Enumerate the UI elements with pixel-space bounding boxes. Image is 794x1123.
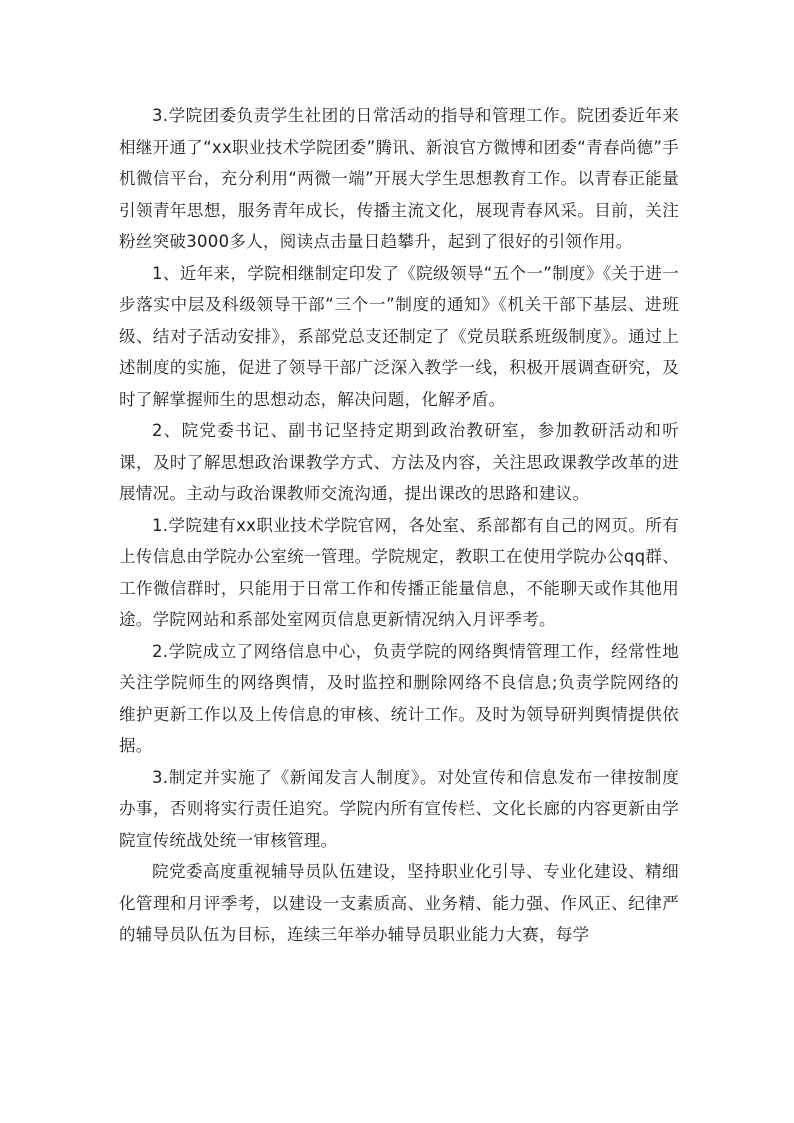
- document-body: [119, 100, 679, 951]
- paragraph-official-website: 1.学院建有xx职业技术学院官网，各处室、系部都有自己的网页。所有上传信息由学院办公室统一管理。学院规定，教职工在使用学院办公qq群、工作微信群时，只能用于日常工作和传播正能量信息，不能聊天或作其他用途。学院网站和系部处室网页信息更新情况纳入月评季考。: [119, 515, 679, 629]
- paragraph-political-teaching: 2、院党委书记、副书记坚持定期到政治教研室，参加教研活动和听课，及时了解思想政治课教学方式、方法及内容，关注思政课教学改革的进展情况。主动与政治课教师交流沟通，提出课改的思路和建议。: [119, 421, 679, 503]
- paragraph-network-center: 2.学院成立了网络信息中心，负责学院的网络舆情管理工作，经常性地关注学院师生的网络舆情，及时监控和删除网络不良信息;负责学院网络的维护更新工作以及上传信息的审核、统计工作。及时为领导研判舆情提供依据。: [119, 641, 679, 755]
- paragraph-league-committee: 3.学院团委负责学生社团的日常活动的指导和管理工作。院团委近年来相继开通了“xx职业技术学院团委”腾讯、新浪官方微博和团委“青春尚德”手机微信平台，充分利用“两微一端”开展大学生思想教育工作。以青春正能量引领青年思想，服务青年成长，传播主流文化，展现青春风采。目前，关注粉丝突破3000多人，阅读点击量日趋攀升，起到了很好的引领作用。: [119, 106, 679, 251]
- paragraph-counselor-team: 院党委高度重视辅导员队伍建设，坚持职业化引导、专业化建设、精细化管理和月评季考，以建设一支素质高、业务精、能力强、作风正、纪律严的辅导员队伍为目标，连续三年举办辅导员职业能力大赛，每学: [119, 862, 679, 944]
- paragraph-leadership-system: 1、近年来，学院相继制定印发了《院级领导“五个一”制度》《关于进一步落实中层及科级领导干部“三个一”制度的通知》《机关干部下基层、进班级、结对子活动安排》，系部党总支还制定了《党员联系班级制度》。通过上述制度的实施，促进了领导干部广泛深入教学一线，积极开展调查研究，及时了解掌握师生的思想动态，解决问题，化解矛盾。: [119, 263, 679, 409]
- paragraph-spokesperson-system: 3.制定并实施了《新闻发言人制度》。对处宣传和信息发布一律按制度办事，否则将实行责任追究。学院内所有宣传栏、文化长廊的内容更新由学院宣传统战处统一审核管理。: [119, 767, 679, 850]
